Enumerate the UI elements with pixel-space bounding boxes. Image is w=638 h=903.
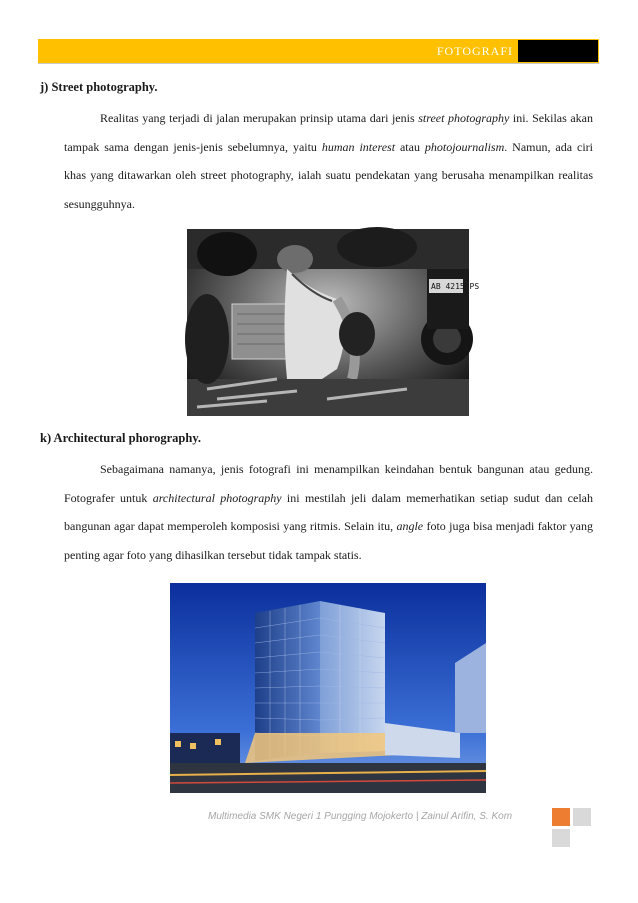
header-bar — [38, 39, 599, 63]
paragraph-street: Realitas yang terjadi di jalan merupakan prinsip utama dari jenis street photography ini. Sekilas akan tampak sama dengan jenis-jenis sebelumnya, yaitu human interest atau photojournalism. Namun, ada ciri khas yang ditawarkan oleh street photography, ialah suatu pendekatan yang berusaha menampilkan realitas sesungguhnya. — [64, 111, 594, 211]
architecture-photo — [170, 583, 486, 793]
footer-square-gray-right — [573, 808, 591, 826]
header-page-box — [517, 39, 599, 63]
street-photo — [187, 229, 480, 416]
footer-text: Multimedia SMK Negeri 1 Pungging Mojokerto | Zainul Arifin, S. Kom — [208, 811, 513, 822]
paragraph-architecture: Sebagaimana namanya, jenis fotografi ini menampilkan keindahan bentuk bangunan atau gedung. Fotografer untuk architectural photography ini mestilah jeli dalam memerhatikan setiap sudut dan celah bangunan agar dapat memperoleh komposisi yang ritmis. Selain itu, angle foto juga bisa menjadi faktor yang penting agar foto yang dihasilkan tersebut tidak tampak statis. — [64, 462, 594, 562]
section-heading-architecture: k) Architectural phorography. — [40, 431, 202, 445]
header-title: FOTOGRAFI — [436, 44, 513, 58]
section-heading-street: j) Street photography. — [40, 80, 158, 94]
street-plate-text: AB 4215 PS — [431, 282, 480, 291]
footer-square-gray-bottom — [552, 829, 570, 847]
footer-square-orange — [552, 808, 570, 826]
header-divider — [38, 63, 599, 64]
